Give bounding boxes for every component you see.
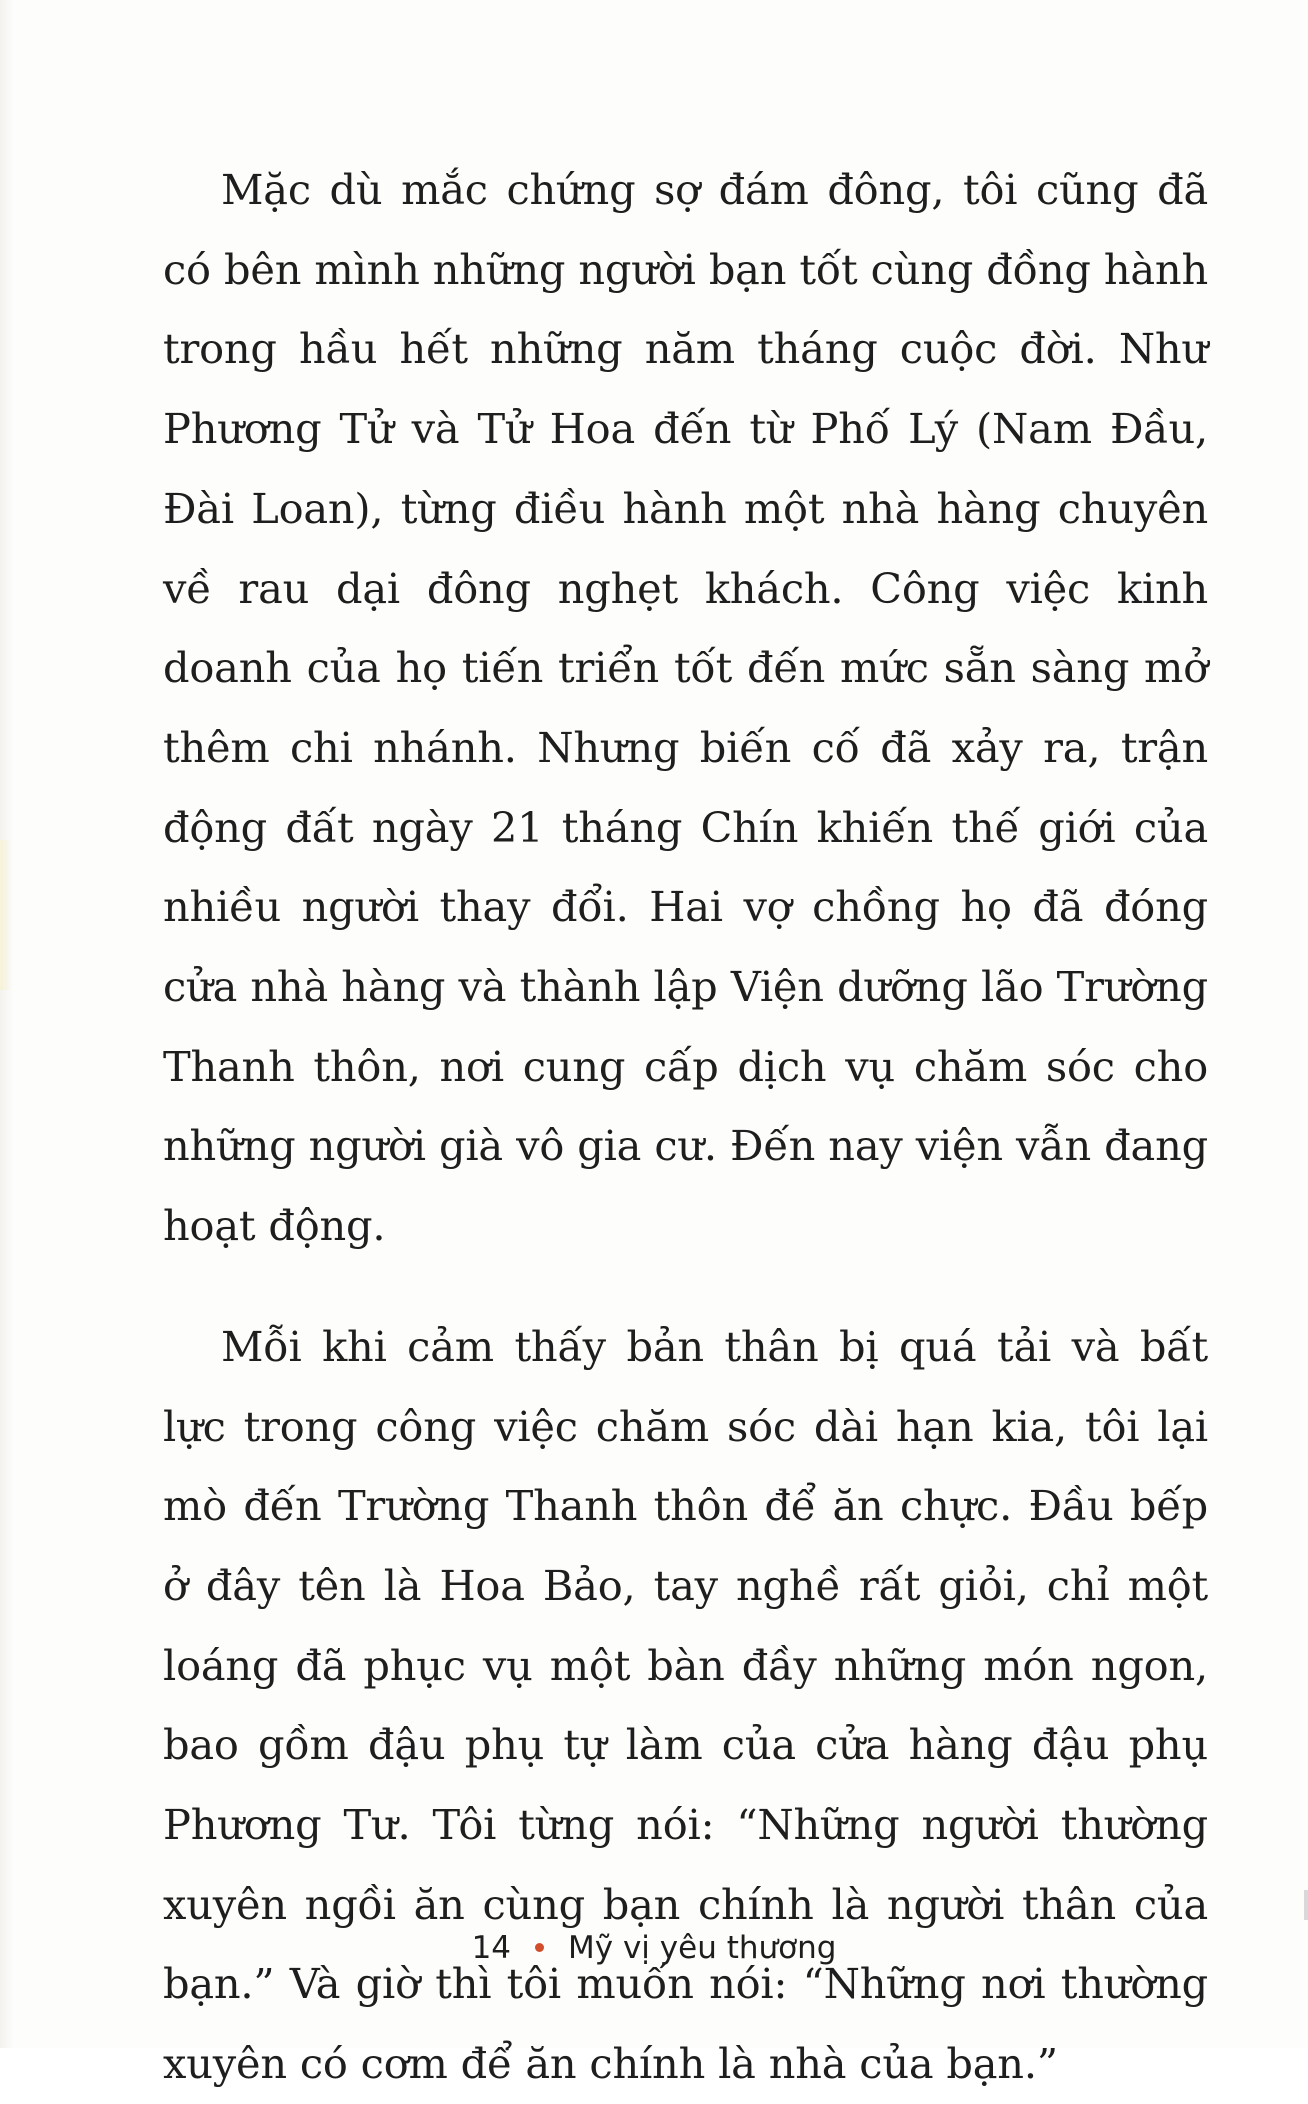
- paragraph-1: Mặc dù mắc chứng sợ đám đông, tôi cũng đã có bên mình những người bạn tốt cùng đồng hành trong hầu hết những năm tháng cuộc đời. Như Phương Tử và Tử Hoa đến từ Phố Lý (Nam Đầu, Đài Loan), từng điều hành một nhà hàng chuyên về rau dại đông nghẹt khách. Công việc kinh doanh của họ tiến triển tốt đến mức sẵn sàng mở thêm chi nhánh. Nhưng biến cố đã xảy ra, trận động đất ngày 21 tháng Chín khiến thế giới của nhiều người thay đổi. Hai vợ chồng họ đã đóng cửa nhà hàng và thành lập Viện dưỡng lão Trường Thanh thôn, nơi cung cấp dịch vụ chăm sóc cho những người già vô gia cư. Đến nay viện vẫn đang hoạt động.: [163, 165, 1208, 1251]
- paragraph-2: Mỗi khi cảm thấy bản thân bị quá tải và bất lực trong công việc chăm sóc dài hạn kia, tôi lại mò đến Trường Thanh thôn để ăn chực. Đầu bếp ở đây tên là Hoa Bảo, tay nghề rất giỏi, chỉ một loáng đã phục vụ một bàn đầy những món ngon, bao gồm đậu phụ tự làm của cửa hàng đậu phụ Phương Tư. Tôi từng nói: “Những người thường xuyên ngồi ăn cùng bạn chính là người thân của bạn.” Và giờ thì tôi muốn nói: “Những nơi thường xuyên có cơm để ăn chính là nhà của bạn.”: [163, 1321, 1208, 2089]
- page-binding-edge: [0, 0, 14, 2048]
- body-text: [163, 150, 1208, 2104]
- book-title: Mỹ vị yêu thương: [568, 1930, 837, 1966]
- page-edge-stain: [0, 840, 12, 990]
- page-footer: [0, 1930, 1308, 1966]
- footer-separator-dot: [535, 1943, 544, 1952]
- page-number: 14: [471, 1930, 512, 1966]
- page-edge-mark: [1304, 1890, 1308, 1920]
